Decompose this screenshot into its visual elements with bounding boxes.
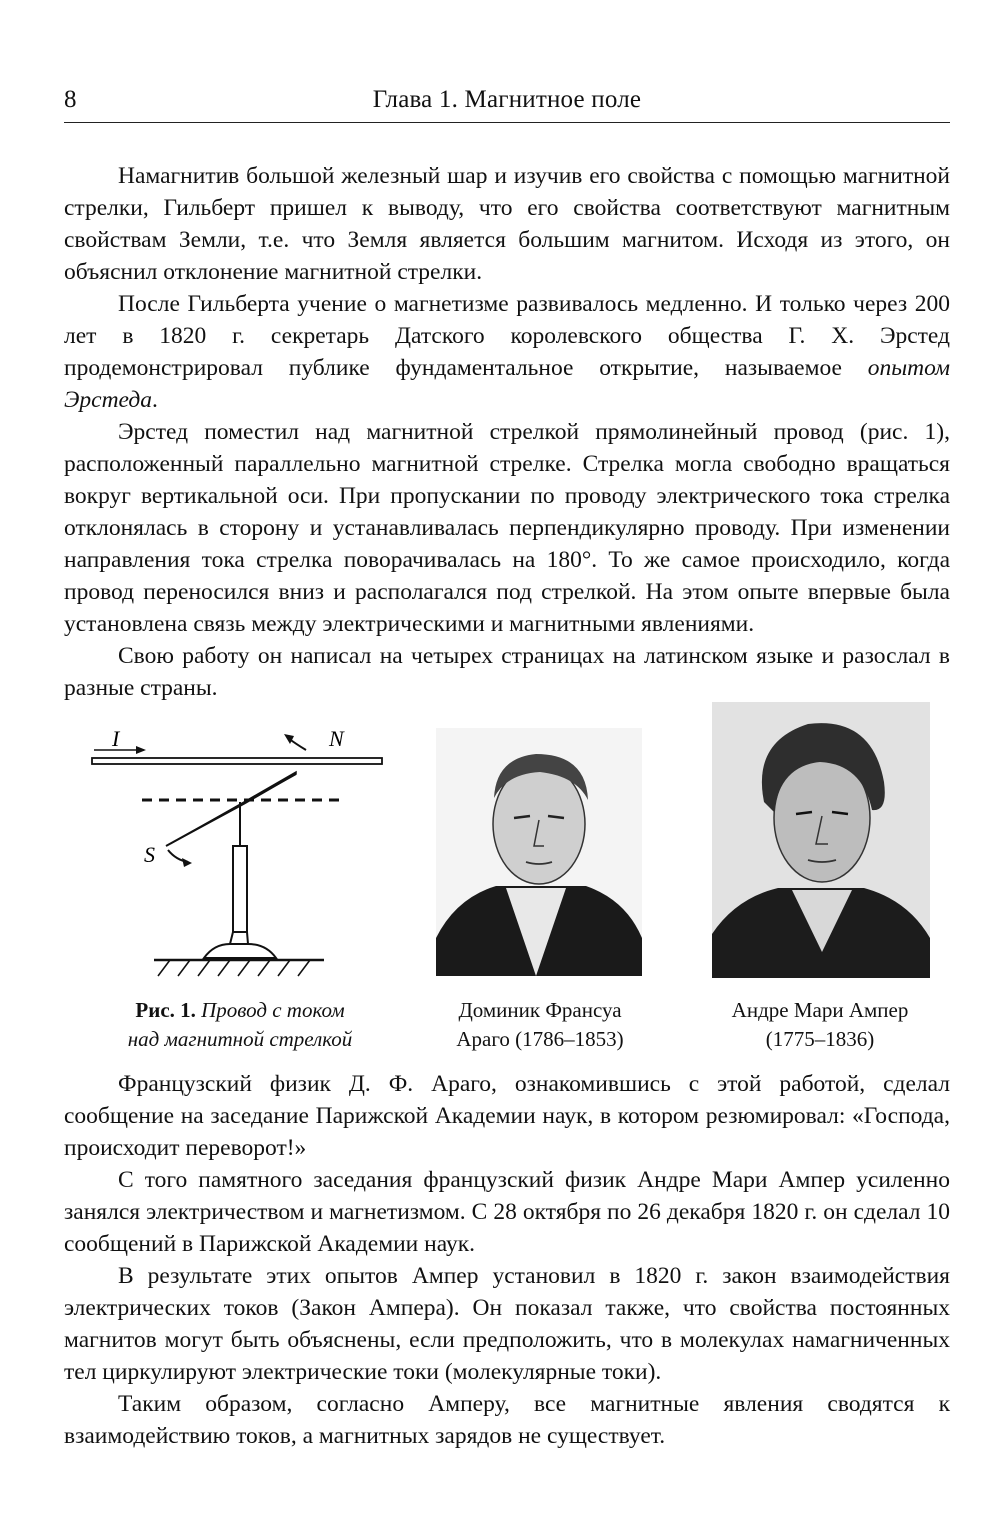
- arago-caption: [420, 996, 660, 1054]
- south-arrow-head: [182, 858, 192, 867]
- caption-line: [96, 1025, 384, 1054]
- page-number: 8: [64, 86, 77, 113]
- italic-term: опытом Эрстеда: [64, 355, 950, 413]
- text-block-bottom: [64, 1068, 950, 1452]
- caption-line: [96, 996, 384, 1025]
- paragraph: Французский физик Д. Ф. Араго, ознакомившись с этой работой, сделал сообщение на заседание Парижской Академии наук, в котором резюмировал: «Господа, происходит переворот!»: [64, 1071, 950, 1161]
- caption-line: (1775–1836): [765, 1027, 875, 1051]
- paragraph-text: После Гильберта учение о магнетизме развивалось медленно. И только через 200 лет в 1820 г. секретарь Датского королевского общества Г. Х. Эрстед продемонстрировал публике фундаментальное открытие, называемое: [64, 291, 950, 381]
- caption-title-cont: над магнитной стрелкой: [127, 1027, 353, 1051]
- chapter-title: Глава 1. Магнитное поле: [372, 86, 642, 113]
- figure-number: Рис. 1.: [135, 998, 196, 1022]
- running-header: [64, 86, 950, 123]
- oersted-experiment-diagram: [84, 722, 394, 987]
- caption-line: Андре Мари Ампер: [731, 998, 909, 1022]
- figure-caption: [96, 996, 384, 1054]
- paragraph-end: .: [152, 387, 158, 413]
- stand-column: [233, 846, 247, 932]
- stand-base: [204, 944, 276, 958]
- paragraph: [64, 288, 950, 416]
- caption-line: Араго (1786–1853): [456, 1027, 624, 1051]
- north-arrow-head: [284, 734, 294, 744]
- paragraph: Эрстед поместил над магнитной стрелкой прямолинейный провод (рис. 1), расположенный параллельно магнитной стрелке. Стрелка могла свободно вращаться вокруг вертикальной оси. При пропускании по проводу электрического тока стрелка отклонялась в сторону и устанавливалась перпендикулярно проводу. При изменении направления тока стрелка поворачивалась на 180°. То же самое происходило, когда провод переносился вниз и располагался под стрелкой. На этом опыте впервые была установлена связь между электрическими и магнитными явлениями.: [64, 419, 950, 637]
- paragraph: Свою работу он написал на четырех страницах на латинском языке и разослал в разные страны.: [64, 643, 950, 701]
- paragraph: Таким образом, согласно Амперу, все магнитные явления сводятся к взаимодействию токов, а магнитных зарядов не существует.: [64, 1391, 950, 1449]
- current-arrow-head: [136, 746, 146, 754]
- needle-edge: [166, 774, 296, 846]
- current-label: I: [112, 726, 120, 751]
- stand-collar: [230, 932, 248, 944]
- ground-hatching: [158, 960, 310, 976]
- text-block-top: [64, 160, 950, 704]
- ampere-portrait: [712, 702, 930, 978]
- paragraph: Намагнитив большой железный шар и изучив его свойства с помощью магнитной стрелки, Гильберт пришел к выводу, что его свойства соответствуют магнитным свойствам Земли, т.е. что Земля является большим магнитом. Исходя из этого, он объяснил отклонение магнитной стрелки.: [64, 163, 950, 285]
- wire: [92, 758, 382, 764]
- paragraph: С того памятного заседания французский физик Андре Мари Ампер усиленно занялся электричеством и магнетизмом. С 28 октября по 26 декабря 1820 г. он сделал 10 сообщений в Парижской Академии наук.: [64, 1167, 950, 1257]
- south-label: S: [144, 842, 155, 867]
- caption-title: Провод с током: [201, 998, 345, 1022]
- ampere-caption: [700, 996, 940, 1054]
- arago-portrait: [436, 728, 642, 976]
- north-label: N: [329, 726, 344, 751]
- paragraph: В результате этих опытов Ампер установил в 1820 г. закон взаимодействия электрических токов (Закон Ампера). Он показал также, что свойства постоянных магнитов могут быть объяснены, если предположить, что в молекулах намагниченных тел циркулируют электрические токи (молекулярные токи).: [64, 1263, 950, 1385]
- caption-line: Доминик Франсуа: [458, 998, 622, 1022]
